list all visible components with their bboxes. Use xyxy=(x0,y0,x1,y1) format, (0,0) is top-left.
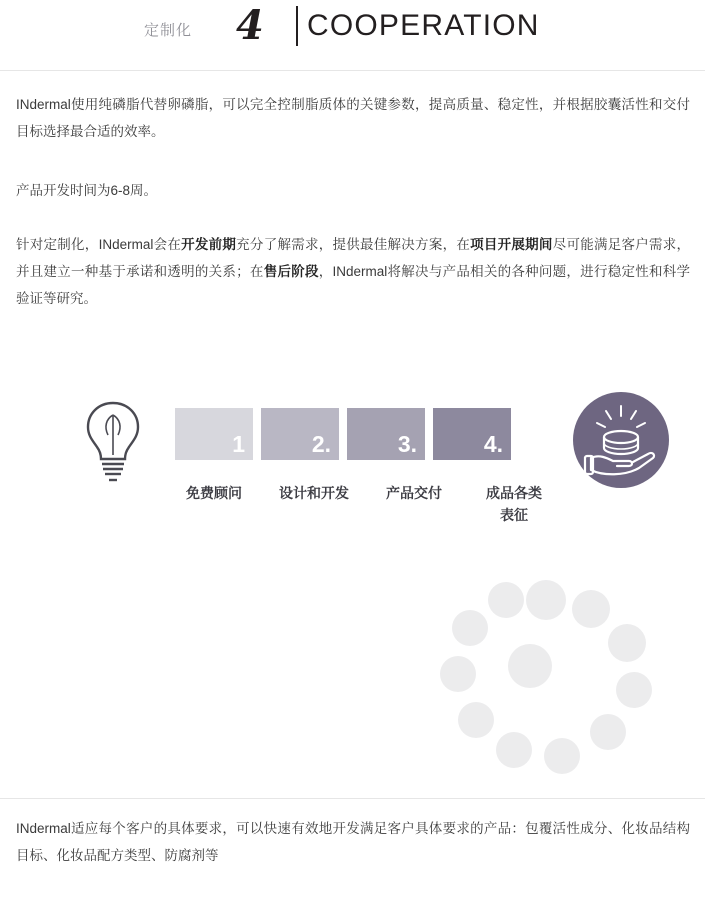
step-label-4 xyxy=(468,482,560,526)
header-kicker: 定制化 xyxy=(144,22,193,39)
decorative-dot xyxy=(488,582,524,618)
decorative-dot xyxy=(544,738,580,774)
page-header xyxy=(0,0,705,62)
paragraph3-seg3: 尽可能满足客户需求，并且建立一种基于承诺和透明的关系；在 xyxy=(16,237,691,279)
decorative-dot xyxy=(608,624,646,662)
decorative-dot xyxy=(526,580,566,620)
process-step-2 xyxy=(261,408,339,460)
paragraph3-seg2: 充分了解需求，提供最佳解决方案，在 xyxy=(236,237,471,252)
decorative-dot xyxy=(452,610,488,646)
step-label-2: 设计和开发 xyxy=(279,485,349,501)
process-diagram xyxy=(0,385,705,535)
bottom-divider xyxy=(0,798,705,799)
step-label-3: 产品交付 xyxy=(386,485,442,501)
development-time-paragraph: 产品开发时间为6-8周。 xyxy=(16,183,158,198)
top-divider xyxy=(0,70,705,71)
header-divider xyxy=(296,6,298,46)
process-steps xyxy=(175,408,511,460)
step-label-4-line1: 成品各类 xyxy=(486,485,542,501)
process-step-labels xyxy=(168,482,560,526)
decorative-dot xyxy=(572,590,610,628)
footer-paragraph: INdermal适应每个客户的具体要求，可以快速有效地开发满足客户具体要求的产品：包覆活性成分、化妆品结构目标、化妆品配方类型、防腐剂等 xyxy=(16,821,690,863)
paragraph3-bold2: 项目开展期间 xyxy=(470,237,553,252)
step-number: 2. xyxy=(311,431,331,457)
decorative-dot xyxy=(508,644,552,688)
process-step-3 xyxy=(347,408,425,460)
step-label-4-line2: 表征 xyxy=(500,507,528,523)
hand-holding-product-icon xyxy=(573,392,669,488)
step-number: 4. xyxy=(483,431,503,457)
decorative-dot xyxy=(458,702,494,738)
lightbulb-icon xyxy=(78,397,148,487)
page-title: COOPERATION xyxy=(307,9,540,42)
paragraph3-seg4: ，INdermal将解决与产品相关的各种问题，进行稳定性和科学验证等研究。 xyxy=(16,264,691,306)
paragraph3-bold3: 售后阶段 xyxy=(263,264,319,279)
customization-paragraph xyxy=(16,231,690,312)
decorative-dot xyxy=(590,714,626,750)
decorative-dot xyxy=(616,672,652,708)
step-label-1: 免费顾问 xyxy=(186,485,242,501)
paragraph3-seg1: 针对定制化，INdermal会在 xyxy=(16,237,182,252)
decorative-dot-ring xyxy=(430,580,660,790)
step-number: 1 xyxy=(232,431,245,457)
process-step-1 xyxy=(175,408,253,460)
step-number: 3. xyxy=(397,431,417,457)
paragraph3-bold1: 开发前期 xyxy=(181,237,237,252)
process-step-4 xyxy=(433,408,511,460)
decorative-dot xyxy=(496,732,532,768)
decorative-dot xyxy=(440,656,476,692)
section-number: 4 xyxy=(236,2,264,49)
intro-paragraph: INdermal使用纯磷脂代替卵磷脂，可以完全控制脂质体的关键参数，提高质量、稳定性，并根据胶囊活性和交付目标选择最合适的效率。 xyxy=(16,97,690,139)
